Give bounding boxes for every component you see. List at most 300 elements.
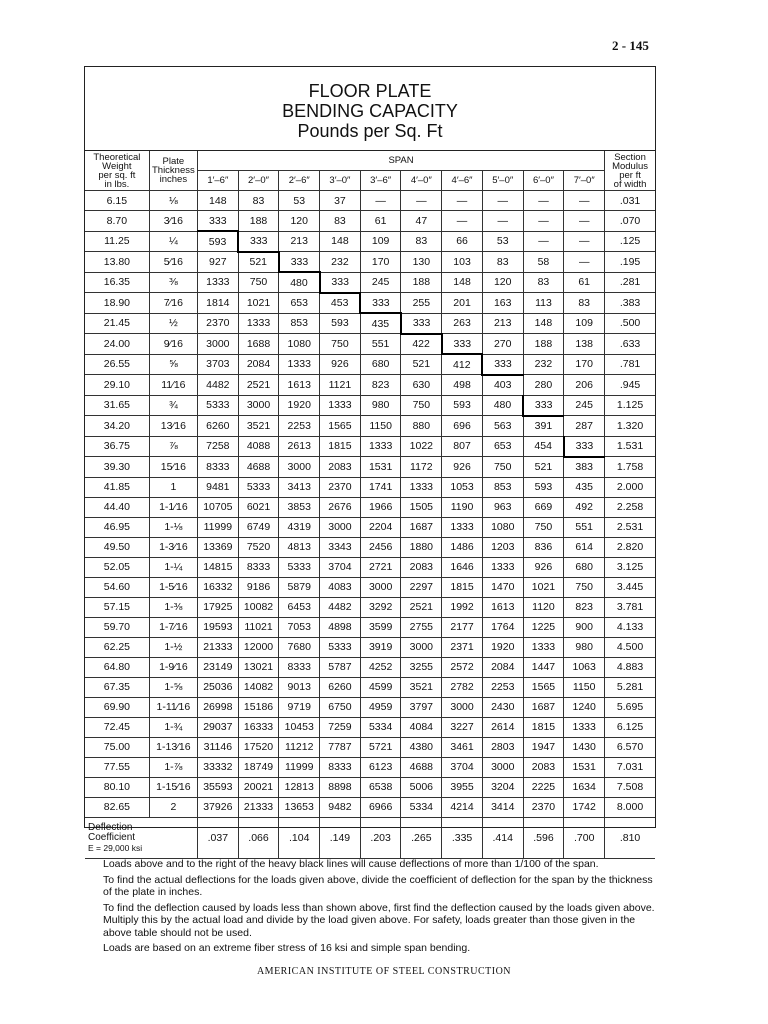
load-cell: 614 (564, 537, 605, 557)
load-cell: 8333 (320, 757, 361, 777)
table-row (85, 354, 655, 375)
load-cell: 492 (564, 497, 605, 517)
load-cell: 1333 (197, 272, 238, 293)
load-cell: 232 (320, 252, 361, 273)
weight-cell: 46.95 (85, 517, 149, 537)
modulus-cell: .781 (605, 354, 655, 375)
load-cell: 2083 (401, 557, 442, 577)
table-row (85, 211, 655, 232)
table-row (85, 557, 655, 577)
thickness-cell: 1-⅞ (149, 757, 197, 777)
thickness-cell: 1-15⁄16 (149, 777, 197, 797)
load-cell: 3521 (238, 416, 279, 437)
load-cell: 1333 (279, 354, 320, 375)
load-cell: 2572 (442, 657, 483, 677)
load-cell: 1333 (401, 477, 442, 497)
load-cell: 10082 (238, 597, 279, 617)
load-cell: 880 (401, 416, 442, 437)
table-row (85, 272, 655, 293)
load-cell: 412 (442, 354, 483, 375)
load-cell: 1225 (523, 617, 564, 637)
load-cell: 480 (482, 395, 523, 416)
load-cell: 1814 (197, 293, 238, 314)
deflection-coefficient-cell: .265 (401, 817, 442, 858)
deflection-label: Deflection (88, 821, 133, 833)
load-cell: 2614 (482, 717, 523, 737)
load-cell: 926 (442, 457, 483, 478)
load-cell: 551 (360, 334, 401, 355)
thickness-cell: 15⁄16 (149, 457, 197, 478)
modulus-cell: .070 (605, 211, 655, 232)
weight-cell: 41.85 (85, 477, 149, 497)
load-cell: 3521 (401, 677, 442, 697)
load-cell: — (564, 252, 605, 273)
load-cell: 17925 (197, 597, 238, 617)
load-cell: 9482 (320, 797, 361, 817)
load-cell: 1053 (442, 477, 483, 497)
load-cell: 1815 (320, 436, 361, 457)
load-cell: 280 (523, 375, 564, 396)
load-cell: — (523, 211, 564, 232)
table-row (85, 737, 655, 757)
load-cell: 1531 (360, 457, 401, 478)
load-cell: 1333 (360, 436, 401, 457)
span-column-header: 2′–6″ (279, 171, 320, 191)
modulus-cell: .195 (605, 252, 655, 273)
load-cell: 1333 (482, 557, 523, 577)
load-cell: 170 (360, 252, 401, 273)
load-cell: 853 (279, 313, 320, 334)
thickness-cell: 1-1⁄16 (149, 497, 197, 517)
load-cell: 926 (320, 354, 361, 375)
load-cell: 498 (442, 375, 483, 396)
load-cell: 6750 (320, 697, 361, 717)
thickness-header-line: inches (159, 174, 188, 185)
load-cell: 53 (482, 231, 523, 252)
load-cell: 3413 (279, 477, 320, 497)
load-cell: 807 (442, 436, 483, 457)
deflection-coefficient-cell: .037 (197, 817, 238, 858)
modulus-cell: .125 (605, 231, 655, 252)
thickness-header-line: Thickness (151, 165, 195, 176)
load-cell: 4482 (197, 375, 238, 396)
load-cell: 8333 (238, 557, 279, 577)
load-cell: 109 (360, 231, 401, 252)
load-cell: 3000 (442, 697, 483, 717)
weight-cell: 59.70 (85, 617, 149, 637)
thickness-cell: 5⁄16 (149, 252, 197, 273)
load-cell: 4482 (320, 597, 361, 617)
load-cell: 3853 (279, 497, 320, 517)
load-cell: 3000 (320, 517, 361, 537)
thickness-cell: 1-¾ (149, 717, 197, 737)
load-cell: 853 (482, 477, 523, 497)
span-column-header: 5′–0″ (482, 171, 523, 191)
weight-cell: 39.30 (85, 457, 149, 478)
load-cell: 1063 (564, 657, 605, 677)
table-row (85, 777, 655, 797)
load-cell: 836 (523, 537, 564, 557)
load-cell: 6123 (360, 757, 401, 777)
modulus-cell: 3.445 (605, 577, 655, 597)
load-cell: 3292 (360, 597, 401, 617)
load-cell: 593 (442, 395, 483, 416)
load-cell: 6538 (360, 777, 401, 797)
load-cell: 47 (401, 211, 442, 232)
load-cell: 20021 (238, 777, 279, 797)
load-cell: 750 (238, 272, 279, 293)
weight-cell: 6.15 (85, 191, 149, 211)
table-row (85, 293, 655, 314)
weight-header-line: Weight (102, 160, 132, 172)
load-cell: 2083 (320, 457, 361, 478)
load-cell: 13369 (197, 537, 238, 557)
weight-header-line: per sq. ft (98, 169, 136, 181)
load-cell: — (401, 191, 442, 211)
load-cell: 2297 (401, 577, 442, 597)
load-cell: — (360, 191, 401, 211)
thickness-cell: ½ (149, 313, 197, 334)
load-cell: 750 (401, 395, 442, 416)
load-cell: 1687 (401, 517, 442, 537)
table-row (85, 313, 655, 334)
load-cell: 83 (564, 293, 605, 314)
load-cell: 16333 (238, 717, 279, 737)
load-cell: 61 (564, 272, 605, 293)
load-cell: 2084 (482, 657, 523, 677)
modulus-cell: 1.531 (605, 436, 655, 457)
modulus-header-line: of width (613, 178, 647, 190)
load-cell: 11999 (197, 517, 238, 537)
table-row (85, 477, 655, 497)
load-cell: 1815 (523, 717, 564, 737)
load-cell: — (564, 231, 605, 252)
load-cell: 6260 (197, 416, 238, 437)
deflection-coefficient-cell: .104 (279, 817, 320, 858)
load-cell: — (442, 191, 483, 211)
load-cell: 21333 (197, 637, 238, 657)
load-cell: 680 (360, 354, 401, 375)
load-cell: 5879 (279, 577, 320, 597)
span-column-header: 3′–6″ (360, 171, 401, 191)
load-cell: 5334 (360, 717, 401, 737)
load-cell: 213 (279, 231, 320, 252)
load-cell: 66 (442, 231, 483, 252)
load-cell: 170 (564, 354, 605, 375)
load-cell: 1190 (442, 497, 483, 517)
load-cell: 113 (523, 293, 564, 314)
modulus-cell: .500 (605, 313, 655, 334)
load-cell: 2253 (482, 677, 523, 697)
weight-cell: 44.40 (85, 497, 149, 517)
load-cell: 1741 (360, 477, 401, 497)
load-cell: 333 (442, 334, 483, 355)
weight-cell: 80.10 (85, 777, 149, 797)
load-cell: 2370 (320, 477, 361, 497)
title-line-3: Pounds per Sq. Ft (297, 121, 443, 141)
load-cell: 2225 (523, 777, 564, 797)
table-title (85, 67, 655, 151)
load-cell: 5333 (197, 395, 238, 416)
modulus-header-line: Section (614, 151, 646, 163)
thickness-cell: 1-3⁄16 (149, 537, 197, 557)
load-cell: 551 (564, 517, 605, 537)
load-cell: 2370 (197, 313, 238, 334)
load-cell: 2204 (360, 517, 401, 537)
load-cell: 3000 (401, 637, 442, 657)
deflection-label-cell (85, 817, 197, 858)
modulus-cell: 5.281 (605, 677, 655, 697)
load-cell: 1565 (320, 416, 361, 437)
load-cell: 7520 (238, 537, 279, 557)
load-cell: 1966 (360, 497, 401, 517)
thickness-cell: 1-5⁄16 (149, 577, 197, 597)
load-cell: 3919 (360, 637, 401, 657)
load-cell: 245 (360, 272, 401, 293)
deflection-coefficient-cell: .335 (442, 817, 483, 858)
modulus-cell: 4.883 (605, 657, 655, 677)
table-row (85, 637, 655, 657)
load-cell: 3000 (238, 395, 279, 416)
load-cell: 521 (401, 354, 442, 375)
load-cell: 4813 (279, 537, 320, 557)
deflection-row (85, 817, 655, 858)
thickness-cell: 1 (149, 477, 197, 497)
load-cell: 16332 (197, 577, 238, 597)
table-row (85, 517, 655, 537)
load-cell: 1333 (442, 517, 483, 537)
table-row (85, 597, 655, 617)
load-cell: 163 (482, 293, 523, 314)
load-cell: 669 (523, 497, 564, 517)
load-cell: 3255 (401, 657, 442, 677)
modulus-cell: 7.031 (605, 757, 655, 777)
load-cell: 1613 (279, 375, 320, 396)
load-cell: 333 (482, 354, 523, 375)
note: To find the deflection caused by loads less than shown above, first find the deflection caused by the loads given above. Multiply this by the actual load and divide by the load given above. For safety, loads greater than those given in the above table should not be used. (103, 901, 655, 939)
load-cell: 454 (523, 436, 564, 457)
load-cell: 14082 (238, 677, 279, 697)
weight-header-line: Theoretical (93, 151, 141, 163)
load-cell: 422 (401, 334, 442, 355)
load-cell: 31146 (197, 737, 238, 757)
weight-header-line: in lbs. (104, 178, 130, 190)
load-cell: 823 (564, 597, 605, 617)
weight-header (85, 151, 149, 191)
weight-cell: 8.70 (85, 211, 149, 232)
load-cell: 13653 (279, 797, 320, 817)
load-cell: 453 (320, 293, 361, 314)
load-cell: 6966 (360, 797, 401, 817)
weight-cell: 64.80 (85, 657, 149, 677)
page-number: 2 - 145 (612, 38, 649, 53)
load-cell: 333 (401, 313, 442, 334)
load-cell: 3599 (360, 617, 401, 637)
load-cell: 11021 (238, 617, 279, 637)
deflection-coefficient-cell: .700 (564, 817, 605, 858)
load-cell: 2803 (482, 737, 523, 757)
load-cell: 593 (197, 231, 238, 252)
load-cell: 1486 (442, 537, 483, 557)
load-cell: 37 (320, 191, 361, 211)
modulus-cell: 4.133 (605, 617, 655, 637)
load-cell: 109 (564, 313, 605, 334)
load-cell: 5787 (320, 657, 361, 677)
load-cell: 26998 (197, 697, 238, 717)
load-cell: 630 (401, 375, 442, 396)
load-cell: 10705 (197, 497, 238, 517)
weight-cell: 49.50 (85, 537, 149, 557)
thickness-cell: 13⁄16 (149, 416, 197, 437)
load-cell: 1815 (442, 577, 483, 597)
load-cell: 3955 (442, 777, 483, 797)
load-cell: 8333 (197, 457, 238, 478)
table-row (85, 252, 655, 273)
load-cell: 5334 (401, 797, 442, 817)
load-cell: 521 (523, 457, 564, 478)
load-cell: 1430 (564, 737, 605, 757)
thickness-cell: 1-7⁄16 (149, 617, 197, 637)
load-cell: 9013 (279, 677, 320, 697)
span-column-header: 7′–0″ (564, 171, 605, 191)
load-cell: 188 (238, 211, 279, 232)
load-cell: 138 (564, 334, 605, 355)
thickness-cell: 1-⅝ (149, 677, 197, 697)
load-cell: 391 (523, 416, 564, 437)
weight-cell: 54.60 (85, 577, 149, 597)
modulus-cell: 3.781 (605, 597, 655, 617)
modulus-cell: 1.125 (605, 395, 655, 416)
load-cell: 1531 (564, 757, 605, 777)
load-cell: 4083 (320, 577, 361, 597)
span-column-header: 2′–0″ (238, 171, 279, 191)
modulus-cell: .383 (605, 293, 655, 314)
deflection-coefficient-cell: .149 (320, 817, 361, 858)
table-row (85, 395, 655, 416)
weight-cell: 13.80 (85, 252, 149, 273)
load-cell: 2721 (360, 557, 401, 577)
span-column-header: 4′–6″ (442, 171, 483, 191)
load-cell: 3000 (197, 334, 238, 355)
deflection-coefficient-cell: .596 (523, 817, 564, 858)
load-cell: 403 (482, 375, 523, 396)
load-cell: 5333 (238, 477, 279, 497)
load-cell: 9481 (197, 477, 238, 497)
load-cell: 480 (279, 272, 320, 293)
load-cell: 120 (279, 211, 320, 232)
weight-cell: 62.25 (85, 637, 149, 657)
load-cell: 4252 (360, 657, 401, 677)
load-cell: 333 (197, 211, 238, 232)
load-cell: 333 (564, 436, 605, 457)
weight-cell: 24.00 (85, 334, 149, 355)
load-cell: 1920 (279, 395, 320, 416)
load-cell: 61 (360, 211, 401, 232)
thickness-cell: 11⁄16 (149, 375, 197, 396)
load-cell: 333 (238, 231, 279, 252)
modulus-header-line: per ft (619, 169, 641, 181)
load-cell: 33332 (197, 757, 238, 777)
load-cell: 4959 (360, 697, 401, 717)
load-cell: 980 (564, 637, 605, 657)
load-cell: 19593 (197, 617, 238, 637)
modulus-cell: 2.000 (605, 477, 655, 497)
load-cell: 333 (279, 252, 320, 273)
load-cell: 6749 (238, 517, 279, 537)
load-cell: 4898 (320, 617, 361, 637)
load-cell: 9186 (238, 577, 279, 597)
load-cell: 3704 (442, 757, 483, 777)
load-cell: 1565 (523, 677, 564, 697)
load-cell: 9719 (279, 697, 320, 717)
modulus-header (605, 151, 655, 191)
title-line-1: FLOOR PLATE (308, 81, 432, 101)
thickness-cell: ⅜ (149, 272, 197, 293)
load-cell: 383 (564, 457, 605, 478)
thickness-cell: 1-11⁄16 (149, 697, 197, 717)
span-column-header: 1′–6″ (197, 171, 238, 191)
load-cell: — (564, 191, 605, 211)
load-cell: 255 (401, 293, 442, 314)
load-cell: 4380 (401, 737, 442, 757)
load-cell: 593 (523, 477, 564, 497)
load-cell: 7259 (320, 717, 361, 737)
thickness-header-line: Plate (162, 156, 185, 167)
note: Loads above and to the right of the heavy black lines will cause deflections of more than 1/100 of the span. (103, 858, 599, 870)
table-row (85, 657, 655, 677)
load-cell: — (482, 211, 523, 232)
load-cell: 823 (360, 375, 401, 396)
modulus-cell: 6.125 (605, 717, 655, 737)
load-cell: 653 (279, 293, 320, 314)
load-cell: 1021 (523, 577, 564, 597)
table-row (85, 697, 655, 717)
load-cell: 130 (401, 252, 442, 273)
load-cell: 29037 (197, 717, 238, 737)
load-cell: 3227 (442, 717, 483, 737)
thickness-cell: 1-⅜ (149, 597, 197, 617)
load-cell: 83 (401, 231, 442, 252)
load-cell: 6260 (320, 677, 361, 697)
deflection-coefficient-cell: .203 (360, 817, 401, 858)
load-cell: 5333 (279, 557, 320, 577)
load-cell: 563 (482, 416, 523, 437)
thickness-cell: 3⁄16 (149, 211, 197, 232)
load-cell: 2371 (442, 637, 483, 657)
thickness-cell: ¼ (149, 231, 197, 252)
load-cell: 148 (197, 191, 238, 211)
load-cell: 103 (442, 252, 483, 273)
load-cell: 5721 (360, 737, 401, 757)
thickness-cell: ¾ (149, 395, 197, 416)
load-cell: 17520 (238, 737, 279, 757)
load-cell: 2782 (442, 677, 483, 697)
load-cell: 1470 (482, 577, 523, 597)
thickness-cell: 1-9⁄16 (149, 657, 197, 677)
load-cell: 12813 (279, 777, 320, 797)
load-cell: 927 (197, 252, 238, 273)
load-cell: 3704 (320, 557, 361, 577)
load-cell: 1634 (564, 777, 605, 797)
load-cell: 333 (523, 395, 564, 416)
load-cell: 980 (360, 395, 401, 416)
table-notes (103, 858, 663, 958)
modulus-cell: .281 (605, 272, 655, 293)
load-cell: 750 (564, 577, 605, 597)
modulus-cell: 8.000 (605, 797, 655, 817)
load-cell: 4088 (238, 436, 279, 457)
load-cell: 2084 (238, 354, 279, 375)
